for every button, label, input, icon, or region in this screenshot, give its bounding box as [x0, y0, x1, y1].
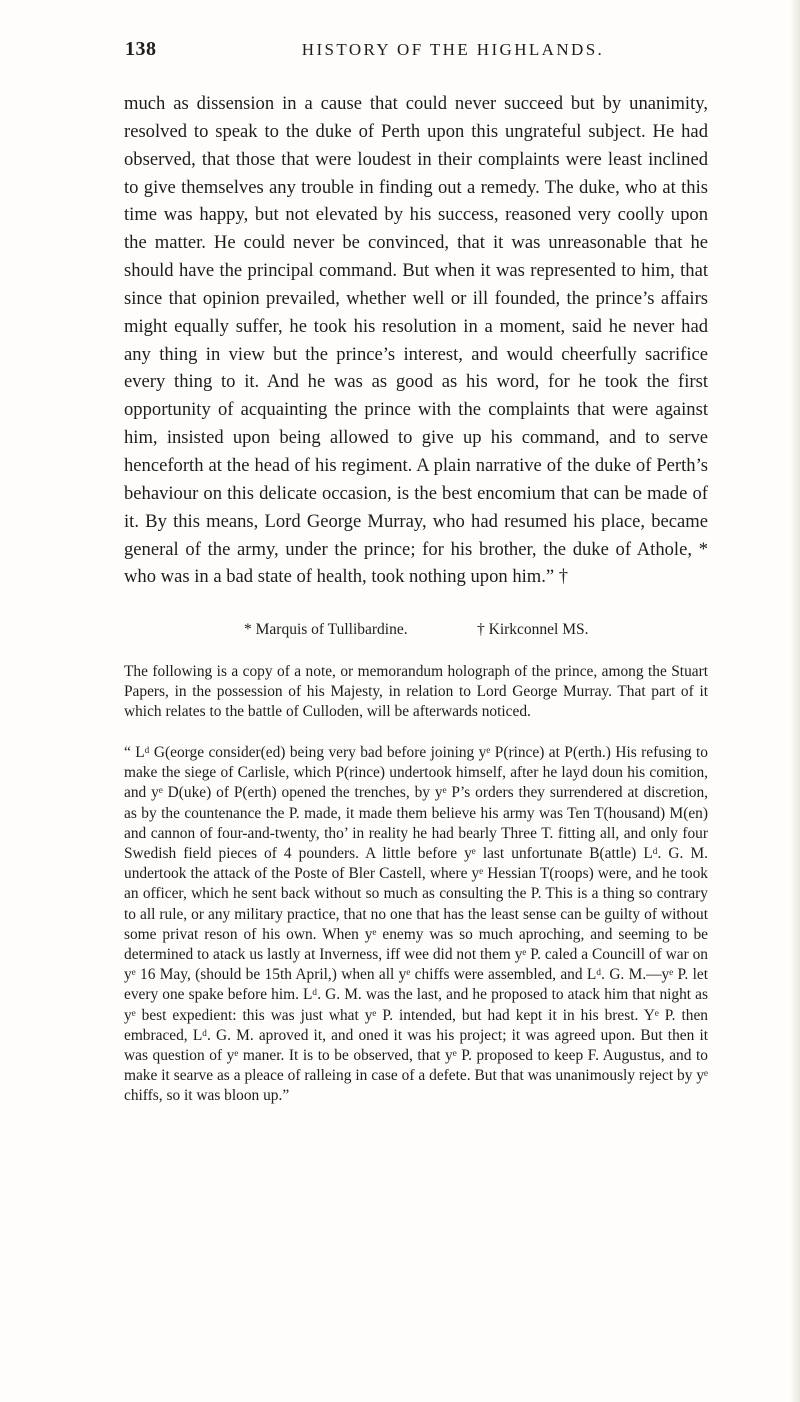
memorandum-quote: “ Lᵈ G(eorge consider(ed) being very bad before joining yᵉ P(rince) at P(erth.) His refusing to make the siege of Carlisle, which P(rince) undertook himself, after he layd doun his comition, and yᵉ D(uke) of P(erth) opened the trenches, by yᵉ P’s orders they surrendered at discretion, as by the countenance the P. made, it made them believe his army was Ten T(housand) M(en) and cannon of four-and-twenty, tho’ in reality he had bearly Three T. fitting all, and only four Swedish field pieces of 4 pounders. A little before yᵉ last unfortunate B(attle) Lᵈ. G. M. undertook the attack of the Poste of Bler Castell, where yᵉ Hessian T(roops) were, and he took an officer, which he sent back without so much as consulting the P. This is a thing so contrary to all rule, or any military practice, that no one that has the least sense can be guilty of without some privat reson of his own. When yᵉ enemy was so much aproching, and seeming to be determined to atack us lastly at Inverness, iff wee did not them yᵉ P. caled a Councill of war on yᵉ 16 May, (should be 15th April,) when all yᵉ chiffs were assembled, and Lᵈ. G. M.—yᵉ P. let every one spake before him. Lᵈ. G. M. was the last, and he proposed to atack him that night as yᵉ best expedient: this was just what yᵉ P. intended, but had kept it in his brest. Yᵉ P. then embraced, Lᵈ. G. M. aproved it, and oned it was his project; it was agreed upon. But then it was question of yᵉ maner. It is to be observed, that yᵉ P. proposed to keep F. Augustus, and to make it searve as a pleace of ralleing in case of a defete. But that was unanimously reject by yᵉ chiffs, so it was bloon up.”: [124, 744, 708, 1105]
footnote-asterisk: * Marquis of Tullibardine.: [244, 621, 408, 638]
main-paragraph: much as dissension in a cause that could never succeed but by unanimity, resolved to speak to the duke of Perth upon this ungrateful subject. He had observed, that those that were loudest in their complaints were least inclined to give themselves any trouble in finding out a remedy. The duke, who at this time was happy, but not elevated by his success, reasoned very coolly upon the matter. He could never be convinced, that it was unreasonable that he should have the principal command. But when it was represented to him, that since that opinion prevailed, whether well or ill founded, the prince’s affairs might equally suffer, he took his resolution in a moment, said he never had any thing in view but the prince’s interest, and would cheerfully sacrifice every thing to it. And he was as good as his word, for he took the first opportunity of acquainting the prince with the complaints that were against him, insisted upon being allowed to give up his command, and to serve henceforth at the head of his regiment. A plain narrative of the duke of Perth’s behaviour on this delicate occasion, is the best encomium that can be made of it. By this means, Lord George Murray, who had resumed his place, became general of the army, under the prince; for his brother, the duke of Athole, * who was in a bad state of health, took nothing upon him.” †: [124, 93, 708, 588]
footnote-dagger: † Kirkconnel MS.: [477, 621, 589, 638]
footnotes: [124, 621, 708, 647]
running-title: HISTORY OF THE HIGHLANDS.: [301, 40, 605, 59]
page-number: 138: [125, 38, 157, 60]
page-header: [125, 38, 713, 66]
note-intro-paragraph: The following is a copy of a note, or memorandum holograph of the prince, among the Stuart Papers, in the possession of his Majesty, in relation to Lord George Murray. That part of it which relates to the battle of Culloden, will be afterwards noticed.: [124, 663, 708, 721]
page-edge-shadow: [790, 0, 800, 1402]
